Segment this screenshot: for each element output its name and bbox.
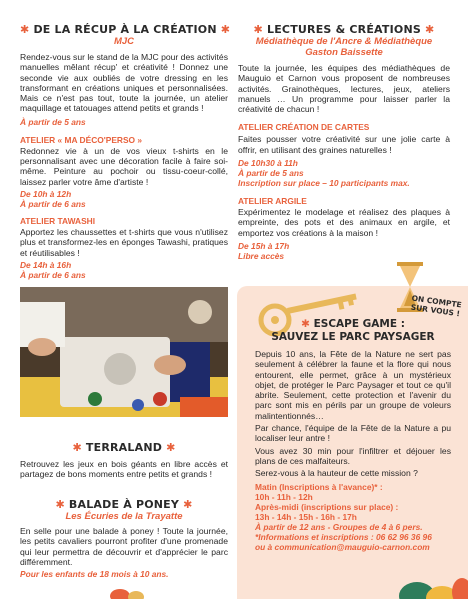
escape-info-email[interactable]: ou à communication@mauguio-carnon.com	[255, 541, 430, 552]
poney-text: En selle pour une balade à poney ! Toute la journée, les petits cavaliers pourront profiter d'une promenade qui leur permettra de découvrir et d'apprécier le parc différemment.	[20, 526, 228, 567]
cartes-atelier-title: ATELIER CRÉATION DE CARTES	[238, 122, 370, 133]
flower-icon: ✱	[253, 23, 263, 36]
escape-matin-times: 10h - 11h - 12h	[255, 491, 313, 502]
poney-title: ✱ BALADE À PONEY ✱	[55, 498, 193, 511]
left-column	[20, 20, 231, 280]
escape-paragraph-4: Serez-vous à la hauteur de cette mission ?	[255, 468, 418, 479]
flower-icon: ✱	[55, 498, 65, 511]
flower-icon: ✱	[72, 441, 82, 454]
workshop-photo	[20, 287, 228, 417]
cartes-atelier-text: Faites pousser votre créativité sur une jolie carte à offrir, en utilisant des graines naturelles !	[238, 134, 450, 155]
escape-game-content	[255, 318, 451, 552]
flower-icon: ✱	[166, 441, 176, 454]
tawashi-atelier-time: De 14h à 16h	[20, 259, 72, 270]
argile-atelier-time: De 15h à 17h	[238, 240, 290, 251]
argile-atelier-note: Libre accès	[238, 250, 285, 261]
recup-intro-age: À partir de 5 ans	[20, 116, 86, 127]
workshop-photo-image	[20, 287, 228, 417]
escape-title-line1: ✱ ESCAPE GAME :	[301, 318, 405, 330]
right-column	[238, 20, 450, 261]
poney-subtitle: Les Écuries de la Trayatte	[65, 511, 183, 522]
flower-icon: ✱	[220, 23, 231, 36]
tawashi-atelier-title: ATELIER TAWASHI	[20, 215, 96, 226]
deco-atelier-title: ATELIER « MA DÉCO'PERSO »	[20, 134, 143, 145]
deco-atelier-text: Redonnez vie à un de vos vieux t-shirts en le personnalisant avec une décoration facile à faire soi-même. Peinture au pochoir ou tissu-coeur-collé, laissez parler votre âme d'artiste !	[20, 145, 228, 187]
tawashi-atelier-text: Apportez les chaussettes et t-shirts que vous n'utilisez plus et transformez-les en éponges Tawashi, pratiques et réutilisables !	[20, 226, 228, 258]
deco-atelier-time: De 10h à 12h	[20, 188, 72, 199]
terraland-title: ✱ TERRALAND ✱	[72, 441, 176, 454]
escape-paragraph-2: Par chance, l'équipe de la Fête de la Nature a pu localiser leur antre !	[255, 423, 451, 444]
terraland-section	[20, 441, 228, 480]
recup-intro: Rendez-vous sur le stand de la MJC pour des activités manuelles mêlant récup' et créativité ! Donnez une seconde vie aux oubliés de votre dressing en les transformant en créations uniques et personnalisées. Mais ce n'est pas tout, toute la journée, un atelier maquillage et tatouages attend petits et grands !	[20, 52, 228, 114]
deco-atelier-age: À partir de 6 ans	[20, 198, 86, 209]
lectures-subtitle: Médiathèque de l'Ancre & Médiathèque Gaston Baissette	[255, 36, 433, 58]
escape-groups: À partir de 12 ans - Groupes de 4 à 6 pers.	[255, 521, 423, 532]
cartes-atelier-note: Inscription sur place – 10 participants max.	[238, 178, 410, 189]
terraland-text: Retrouvez les jeux en bois géants en libre accès et partagez de bons moments entre petits et grands !	[20, 459, 228, 480]
argile-atelier-text: Expérimentez le modelage et réalisez des plaques à empreinte, des pots et des animaux en argile, et emportez vos créations à la maison !	[238, 207, 450, 238]
flower-icon: ✱	[183, 498, 193, 511]
poney-age: Pour les enfants de 18 mois à 10 ans.	[20, 569, 169, 580]
flower-icon: ✱	[301, 318, 310, 330]
escape-game-panel	[237, 286, 468, 599]
escape-paragraph-3: Vous avez 30 min pour l'infiltrer et déjouer les plans de ces malfaiteurs.	[255, 445, 451, 466]
recup-title: ✱ DE LA RÉCUP À LA CRÉATION ✱	[20, 23, 231, 36]
escape-info: *Informations et inscriptions : 06 62 96 36 96	[255, 531, 432, 542]
escape-matin-label: Matin (Inscriptions à l'avance)* :	[255, 481, 383, 492]
lectures-title: ✱ LECTURES & CRÉATIONS ✱	[253, 23, 435, 36]
escape-title-line2: SAUVEZ LE PARC PAYSAGER	[271, 331, 435, 343]
escape-apm-label: Après-midi (inscriptions sur place) :	[255, 501, 399, 512]
argile-atelier-title: ATELIER ARGILE	[238, 196, 307, 207]
flower-icon: ✱	[20, 23, 30, 36]
escape-apm-times: 13h - 14h - 15h - 16h - 17h	[255, 511, 357, 522]
leaf-decoration	[387, 576, 468, 599]
tawashi-atelier-age: À partir de 6 ans	[20, 269, 86, 280]
cartes-atelier-time: De 10h30 à 11h	[238, 158, 298, 169]
recup-subtitle: MJC	[113, 36, 135, 47]
lectures-intro: Toute la journée, les équipes des médiathèques de Mauguio et Carnon vous proposent de nombreuses activités. Grainothèques, lectures, jeux, ateliers manuels … Un programme pour laisser parler la créativité de chacun !	[238, 63, 450, 115]
escape-paragraph-1: Depuis 10 ans, la Fête de la Nature ne sert pas seulement à célébrer la faune et la flore qui nous entourent, elle permet, grâce à un mystérieux objet, de protéger le Parc Paysager et tout ce qu'il abrite. Seulement, cette protection et l'avenir du parc sont mis en périls par un groupe de voleurs malintentionnés…	[255, 349, 451, 421]
flower-icon: ✱	[425, 23, 435, 36]
escape-callout: ON COMPTE SUR VOUS !	[410, 293, 463, 319]
cartes-atelier-age: À partir de 5 ans	[238, 168, 304, 179]
poney-section	[20, 498, 228, 579]
leaf-decoration	[108, 586, 148, 599]
